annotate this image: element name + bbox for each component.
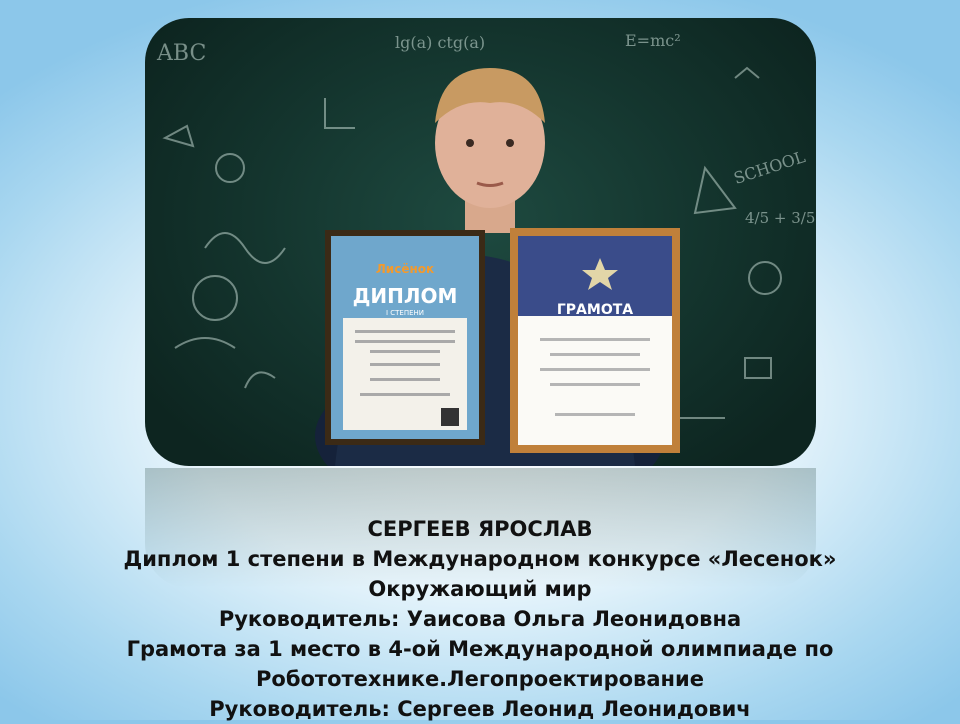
slide-photo xyxy=(145,18,816,466)
chalk-abc: ABC xyxy=(157,41,207,66)
diploma-brand: Лисёнок xyxy=(375,262,435,276)
caption-line-4: Грамота за 1 место в 4-ой Международной олимпиаде по xyxy=(126,637,834,661)
chalk-math: lg(a) ctg(a) xyxy=(395,33,486,52)
caption-line-6: Руководитель: Сергеев Леонид Леонидович xyxy=(209,697,751,721)
slide-caption xyxy=(80,514,880,724)
diploma-degree: I СТЕПЕНИ xyxy=(385,309,425,317)
chalk-school: SCHOOL xyxy=(731,147,808,188)
gramota-certificate xyxy=(510,228,680,453)
diploma-title: ДИПЛОМ xyxy=(352,284,458,308)
caption-line-5: Робототехнике.Легопроектирование xyxy=(256,667,704,691)
caption-line-2: Окружающий мир xyxy=(368,577,592,601)
chalk-emc: E=mc² xyxy=(625,31,681,50)
caption-line-3: Руководитель: Уаисова Ольга Леонидовна xyxy=(218,607,742,631)
chalkboard-photo xyxy=(145,18,816,466)
gramota-title: ГРАМОТА xyxy=(556,302,634,318)
chalk-fraction: 4/5 + 3/5 xyxy=(745,209,816,227)
caption-line-1: Диплом 1 степени в Международном конкурсе «Лесенок» xyxy=(123,547,837,571)
diploma-certificate xyxy=(325,230,485,445)
student-name: СЕРГЕЕВ ЯРОСЛАВ xyxy=(367,517,593,541)
